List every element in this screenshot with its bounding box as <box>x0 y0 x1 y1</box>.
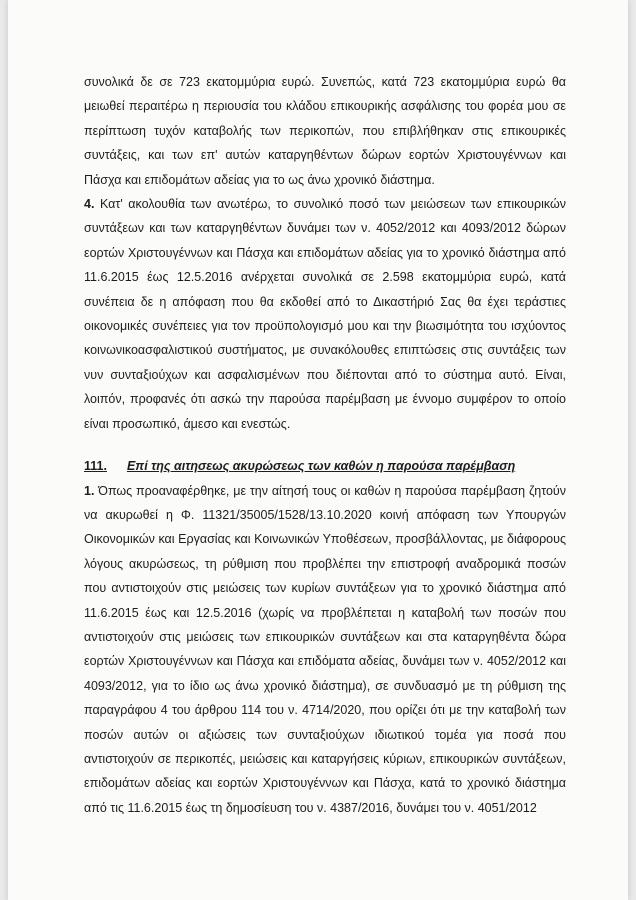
document-body <box>84 70 566 820</box>
paragraph-1-text: Όπως προαναφέρθηκε, με την αίτησή τους οι καθών η παρούσα παρέμβαση ζητούν να ακυρωθεί η Φ. 11321/35005/1528/13.10.2020 κοινή απόφαση των Υπουργών Οικονομικών και Εργασίας και Κοινωνικών Υποθέσεων, προσβάλλοντας, με διάφορους λόγους ακυρώσεως, τη ρύθμιση που προβλέπει την επιστροφή αναδρομικά ποσών που αντιστοιχούν στις μειώσεις των κυρίων συντάξεων για το χρονικό διάστημα από 11.6.2015 έως και 12.5.2016 (χωρίς να προβλέπεται η καταβολή των ποσών που αντιστοιχούν στις μειώσεις των επικουρικών συντάξεων και στα καταργηθέντα δώρα εορτών Χριστουγέννων και Πάσχα και επιδόματα αδείας, δυνάμει των ν. 4052/2012 και 4093/2012, για το ίδιο ως άνω χρονικό διάστημα), σε συνδυασμό με τη ρύθμιση της παραγράφου 4 του άρθρου 114 του ν. 4714/2020, που ορίζει ότι με την καταβολή των ποσών αυτών οι αξιώσεις των συνταξιούχων ιδιωτικού τομέα για ποσά που αντιστοιχούν σε περικοπές, μειώσεις και καταργήσεις κύριων, επικουρικών συντάξεων, επιδομάτων αδείας και εορτών Χριστουγέννων και Πάσχα, κατά το χρονικό διάστημα από τις 11.6.2015 έως τη δημοσίευση του ν. 4387/2016, δυνάμει του ν. 4051/2012 <box>84 483 566 815</box>
paragraph-continued: συνολικά δε σε 723 εκατομμύρια ευρώ. Συνεπώς, κατά 723 εκατομμύρια ευρώ θα μειωθεί περαιτέρω η περιουσία του κλάδου επικουρικής ασφάλισης του φορέα μου σε περίπτωση τυχόν καταβολής των περικοπών, που επιβλήθηκαν στις επικουρικές συντάξεις, και των επ' αυτών καταργηθέντων δώρων εορτών Χριστουγέννων και Πάσχα και επιδομάτων αδείας για το ως άνω χρονικό διάστημα. <box>84 75 566 187</box>
paragraph-1-number: 1. <box>84 483 95 498</box>
paragraph-4-number: 4. <box>84 197 95 212</box>
section-heading <box>84 454 566 478</box>
document-page <box>8 0 628 900</box>
paragraph-4-text: Κατ' ακολουθία των ανωτέρω, το συνολικό ποσό των μειώσεων των επικουρικών συντάξεων και των καταργηθέντων δυνάμει των ν. 4052/2012 και 4093/2012 δώρων εορτών Χριστουγέννων και Πάσχα και επιδομάτων αδείας για το χρονικό διάστημα από 11.6.2015 έως 12.5.2016 ανέρχεται συνολικά σε 2.598 εκατομμύρια ευρώ, κατά συνέπεια δε η απόφαση που θα εκδοθεί από το Δικαστήριό Σας θα έχει τεράστιες οικονομικές συνέπειες για τον προϋπολογισμό μου και την βιωσιμότητα του ισχύοντος κοινωνικοασφαλιστικού συστήματος, με συνακόλουθες επιπτώσεις στις συντάξεις των νυν συνταξιούχων και ασφαλισμένων που διέπονται από το σύστημα αυτό. Είναι, λοιπόν, προφανές ότι ασκώ την παρούσα παρέμβαση με έννομο συμφέρον το οποίο είναι προσωπικό, άμεσο και ενεστώς. <box>84 197 566 431</box>
paragraph-4 <box>84 192 566 436</box>
section-heading-number: 111. <box>84 459 107 474</box>
paragraph-1 <box>84 479 566 821</box>
section-heading-title: Επί της αιτησεως ακυρώσεως των καθών η παρούσα παρέμβαση <box>126 459 516 474</box>
